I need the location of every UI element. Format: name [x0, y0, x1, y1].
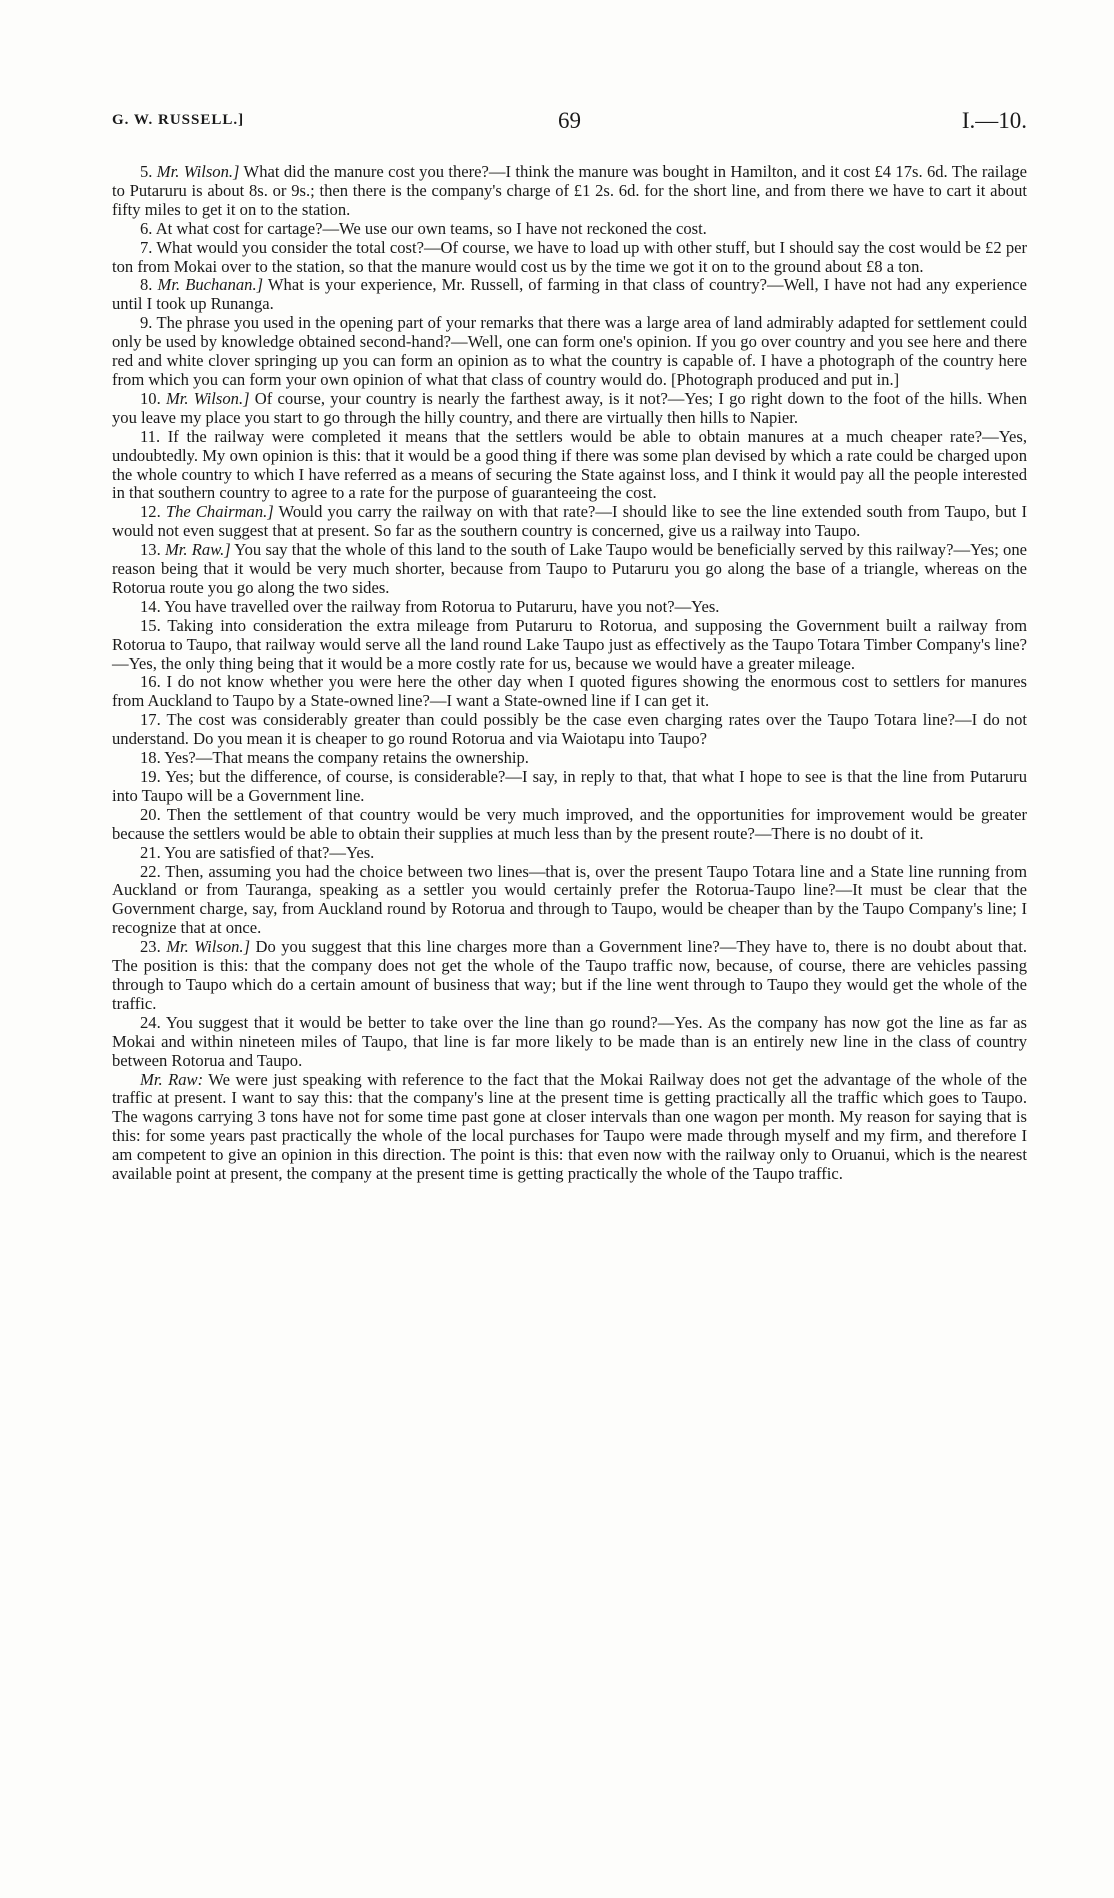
- question-number: 15.: [140, 615, 168, 635]
- question-text: You suggest that it would be better to take over the line than go round?—Yes. As the company has now got the line as far as Mokai and within nineteen miles of Taupo, that line is far more likely to be made than is an entirely new line in the class of country between Rotorua and Taupo.: [112, 1012, 1027, 1070]
- question-number: 12.: [140, 502, 166, 522]
- question-number: 17.: [140, 710, 167, 730]
- question-number: 19.: [140, 767, 166, 786]
- question-number: 6.: [140, 218, 156, 238]
- body-text: [112, 163, 1027, 1184]
- question-number: 18.: [140, 748, 165, 768]
- question-text: What is your experience, Mr. Russell, of farming in that class of country?—Well, I have not had any experience until I took up Runanga.: [112, 275, 1027, 314]
- question-paragraph: [112, 938, 1027, 1014]
- speaker-name: Mr. Wilson.]: [165, 388, 250, 408]
- question-text: Taking into consideration the extra mileage from Putaruru to Rotorua, and supposing the Government built a railway from Rotorua to Taupo, that railway would serve all the land round Lake Taupo just as effectively as the Taupo Totara Timber Company's line?—Yes, the only thing being that it would be a more costly rate for us, because we would have a greater mileage.: [112, 615, 1027, 673]
- speaker-name: The Chairman.]: [165, 502, 274, 522]
- question-paragraph: [112, 598, 1027, 617]
- speaker-name: Mr. Raw.]: [164, 540, 231, 560]
- question-paragraph: [112, 711, 1027, 749]
- question-paragraph: [112, 768, 1027, 806]
- question-text: I do not know whether you were here the other day when I quoted figures showing the enormous cost to settlers for manures from Auckland to Taupo by a State-owned line?—I want a State-owned line if I can get it.: [112, 672, 1028, 711]
- question-paragraph: [112, 390, 1027, 428]
- question-number: 24.: [140, 1012, 166, 1032]
- question-number: 7.: [140, 237, 157, 257]
- question-paragraph: [112, 749, 1027, 768]
- speaker-name: Mr. Wilson.]: [156, 162, 240, 181]
- question-text: Of course, your country is nearly the farthest away, is it not?—Yes; I go right down to the foot of the hills. When you leave my place you start to go through the hilly country, and there are virtually then hills to Napier.: [112, 388, 1027, 427]
- question-text: Yes; but the difference, of course, is considerable?—I say, in reply to that, that what I hope to see is that the line from Putaruru into Taupo will be a Government line.: [112, 767, 1027, 805]
- page-header: [112, 110, 1027, 136]
- page-number: 69: [558, 108, 581, 133]
- question-text: You have travelled over the railway from Rotorua to Putaruru, have you not?—Yes.: [164, 596, 720, 616]
- question-text: Then the settlement of that country would be very much improved, and the opportunities for improvement would be greater because the settlers would be able to obtain their supplies at much less than by the present route?—There is no doubt of it.: [112, 804, 1028, 843]
- question-text: Then, assuming you had the choice between two lines—that is, over the present Taupo Totara line and a State line running from Auckland or from Tauranga, speaking as a settler you would certainly prefer the Rotorua-Taupo line?—It must be clear that the Government charge, say, from Auckland round by Rotorua and through to Taupo, would be cheaper than by the Taupo Company's line; I recognize that at once.: [112, 861, 1027, 938]
- question-text: Would you carry the railway on with that rate?—I should like to see the line extended south from Taupo, but I would not even suggest that at present. So far as the southern country is concerned, give us a railway into Taupo.: [112, 502, 1027, 541]
- question-number: 8.: [140, 275, 158, 295]
- question-paragraph: [112, 863, 1027, 939]
- question-text: Yes?—That means the company retains the ownership.: [164, 748, 529, 768]
- header-witness-name: G. W. RUSSELL.]: [112, 112, 245, 128]
- question-paragraph: [112, 1071, 1027, 1184]
- question-number: 14.: [140, 596, 165, 616]
- question-paragraph: [112, 673, 1027, 711]
- question-text: Do you suggest that this line charges more than a Government line?—They have to, there is no doubt about that. The position is this: that the company does not get the whole of the Taupo traffic now, because, of course, there are vehicles passing through to Taupo which do a certain amount of business that way; but if the line went through to Taupo they would get the whole of the traffic.: [112, 937, 1028, 1013]
- speaker-name: Mr. Buchanan.]: [157, 275, 264, 295]
- question-number: 20.: [140, 804, 167, 824]
- question-paragraph: [112, 428, 1027, 504]
- question-number: 10.: [140, 388, 166, 408]
- question-number: 5.: [140, 162, 157, 181]
- question-text: What would you consider the total cost?—Of course, we have to load up with other stuff, but I should say the cost would be £2 per ton from Mokai over to the station, so that the manure would cost us by the time we got it on to the ground about £8 a ton.: [112, 237, 1028, 276]
- question-paragraph: [112, 1014, 1027, 1071]
- question-paragraph: [112, 541, 1027, 598]
- question-number: 11.: [140, 426, 168, 446]
- question-paragraph: [112, 163, 1027, 220]
- question-paragraph: [112, 844, 1027, 863]
- question-number: 23.: [140, 937, 167, 957]
- question-number: 22.: [140, 861, 166, 881]
- question-paragraph: [112, 314, 1027, 390]
- question-text: We were just speaking with reference to the fact that the Mokai Railway does not get the advantage of the whole of the traffic at present. I want to say this: that the company's line at the present time is getting practically all the traffic which goes to Taupo. The wagons carrying 3 tons have not for some time past gone at closer intervals than one wagon per month. My reason for saying that is this: for some years past practically the whole of the local purchases for Taupo were made through myself and my firm, and therefore I am competent to give an opinion in this direction. The point is this: that even now with the railway only to Oruanui, which is the nearest available point at present, the company at the present time is getting practically the whole of the Taupo traffic.: [112, 1069, 1028, 1184]
- paper-reference: I.—10.: [961, 108, 1027, 133]
- question-number: 9.: [140, 313, 157, 333]
- question-text: If the railway were completed it means that the settlers would be able to obtain manures at a much cheaper rate?—Yes, undoubtedly. My own opinion is this: that it would be a good thing if there was some plan devised by which a rate could be charged upon the whole country to which I have referred as a means of securing the State against loss, and I think it would pay all the people interested in that southern country to agree to a rate for the purpose of guaranteeing the cost.: [112, 426, 1027, 503]
- question-paragraph: [112, 806, 1027, 844]
- question-number: 16.: [140, 672, 167, 692]
- speaker-name: Mr. Wilson.]: [166, 937, 251, 957]
- speaker-name: Mr. Raw:: [140, 1069, 204, 1089]
- question-paragraph: [112, 239, 1027, 277]
- question-text: What did the manure cost you there?—I think the manure was bought in Hamilton, and it cost £4 17s. 6d. The railage to Putaruru is about 8s. or 9s.; then there is the company's charge of £1 2s. 6d. for the short line, and from there we have to cart it about fifty miles to get it on to the station.: [112, 162, 1028, 219]
- question-paragraph: [112, 276, 1027, 314]
- question-number: 13.: [140, 540, 165, 560]
- question-paragraph: [112, 220, 1027, 239]
- question-text: The phrase you used in the opening part of your remarks that there was a large area of land admirably adapted for settlement could only be used by knowledge obtained second-hand?—Well, one can form one's opinion. If you go over country and you see here and there red and white clover springing up you can form an opinion as to what the country is capable of. I have a photograph of the country here from which you can form your own opinion of what that class of country would do. [Photograph produced and put in.]: [112, 313, 1027, 389]
- question-text: You say that the whole of this land to the south of Lake Taupo would be beneficially served by this railway?—Yes; one reason being that it would be very much shorter, because from Taupo to Putaruru you go along the base of a triangle, whereas on the Rotorua route you go along the two sides.: [112, 540, 1028, 597]
- question-text: You are satisfied of that?—Yes.: [164, 842, 375, 862]
- question-text: The cost was considerably greater than could possibly be the case even charging rates over the Taupo Totara line?—I do not understand. Do you mean it is cheaper to go round Rotorua and via Waiotapu into Taupo?: [112, 710, 1028, 749]
- question-text: At what cost for cartage?—We use our own teams, so I have not reckoned the cost.: [155, 218, 707, 238]
- question-number: 21.: [140, 842, 165, 862]
- question-paragraph: [112, 617, 1027, 674]
- question-paragraph: [112, 503, 1027, 541]
